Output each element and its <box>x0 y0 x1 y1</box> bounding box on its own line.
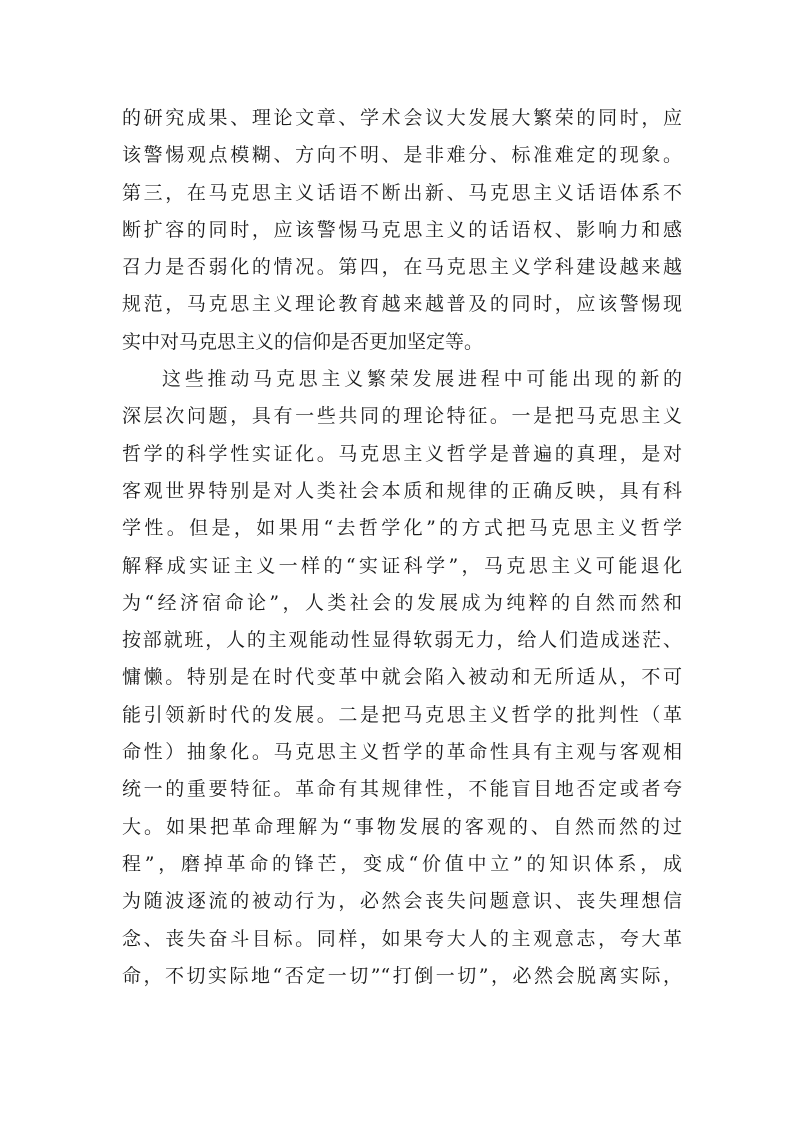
text-line: 为“经济宿命论”，人类社会的发展成为纯粹的自然而然和 <box>122 591 682 614</box>
text-line: 为随波逐流的被动行为，必然会丧失问题意识、丧失理想信 <box>122 890 682 913</box>
text-line: 能引领新时代的发展。二是把马克思主义哲学的批判性（革 <box>122 703 682 726</box>
text-line: 客观世界特别是对人类社会本质和规律的正确反映，具有科 <box>122 479 682 502</box>
text-line: 按部就班，人的主观能动性显得软弱无力，给人们造成迷茫、 <box>122 629 682 652</box>
text-line: 深层次问题，具有一些共同的理论特征。一是把马克思主义 <box>122 405 682 428</box>
text-line: 第三，在马克思主义话语不断出新、马克思主义话语体系不 <box>122 181 682 204</box>
text-line: 规范，马克思主义理论教育越来越普及的同时，应该警惕现 <box>122 293 682 316</box>
paragraph-end-line: 实中对马克思主义的信仰是否更加坚定等。 <box>122 330 484 353</box>
text-line: 命，不切实际地“否定一切”“打倒一切”，必然会脱离实际， <box>122 964 682 987</box>
text-line: 学性。但是，如果用“去哲学化”的方式把马克思主义哲学 <box>122 517 682 540</box>
text-line: 念、丧失奋斗目标。同样，如果夸大人的主观意志，夸大革 <box>122 927 682 950</box>
text-line: 断扩容的同时，应该警惕马克思主义的话语权、影响力和感 <box>122 218 682 241</box>
text-line: 召力是否弱化的情况。第四，在马克思主义学科建设越来越 <box>122 256 682 279</box>
text-line: 命性）抽象化。马克思主义哲学的革命性具有主观与客观相 <box>122 741 682 764</box>
text-line: 慵懒。特别是在时代变革中就会陷入被动和无所适从，不可 <box>122 666 682 689</box>
text-line: 解释成实证主义一样的“实证科学”，马克思主义可能退化 <box>122 554 682 577</box>
text-line: 该警惕观点模糊、方向不明、是非难分、标准难定的现象。 <box>122 144 682 167</box>
text-line: 大。如果把革命理解为“事物发展的客观的、自然而然的过 <box>122 815 682 838</box>
text-line: 的研究成果、理论文章、学术会议大发展大繁荣的同时，应 <box>122 107 682 129</box>
text-line: 统一的重要特征。革命有其规律性，不能盲目地否定或者夸 <box>122 778 682 801</box>
text-line: 程”，磨掉革命的锋芒，变成“价值中立”的知识体系，成 <box>122 852 682 875</box>
body-text <box>122 100 682 995</box>
paragraph-first-line: 这些推动马克思主义繁荣发展进程中可能出现的新的 <box>162 368 682 391</box>
text-line: 哲学的科学性实证化。马克思主义哲学是普遍的真理，是对 <box>122 442 682 465</box>
